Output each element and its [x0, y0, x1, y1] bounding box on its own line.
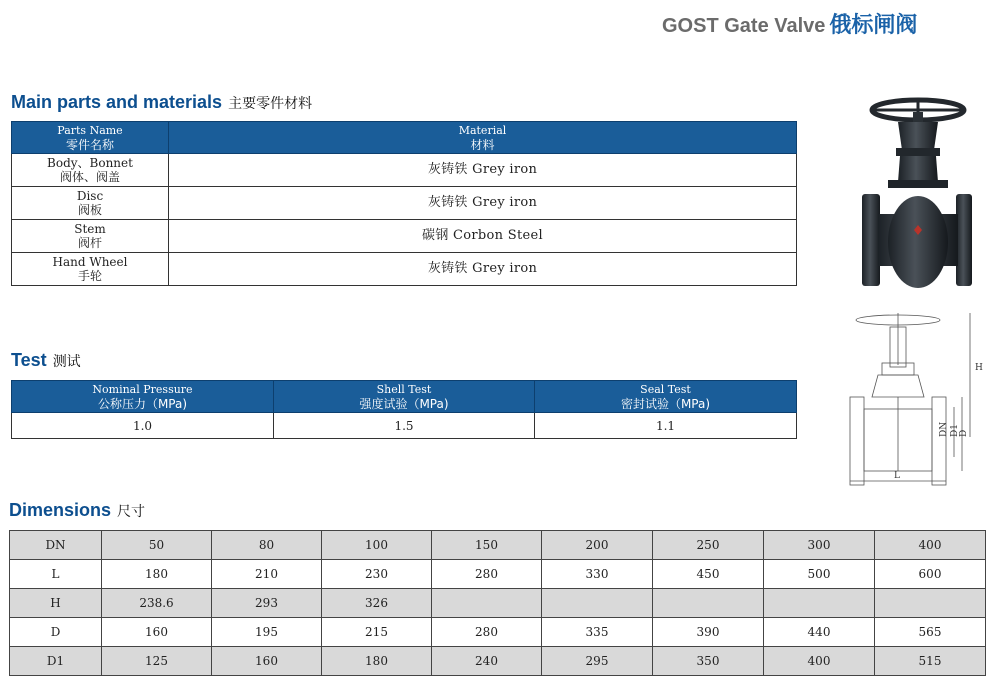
dim-value-cell: 150: [432, 531, 542, 560]
dim-value-cell: 295: [542, 647, 653, 676]
part-material-cell: 碳钢 Corbon Steel: [169, 220, 797, 253]
parts-col1-cn: 零件名称: [65, 137, 114, 152]
part-name-cn: 阀体、阀盖: [59, 170, 120, 184]
dim-value-cell: 250: [653, 531, 764, 560]
test-col-cn: 强度试验（MPa): [359, 396, 449, 411]
dim-value-cell: 200: [542, 531, 653, 560]
dim-label-cell: L: [10, 560, 102, 589]
test-value-cell: 1.0: [12, 413, 274, 439]
dims-heading-en: Dimensions: [9, 500, 112, 520]
test-heading-cn: 测试: [52, 354, 81, 370]
test-col-en: Nominal Pressure: [92, 382, 193, 396]
dim-value-cell: 390: [653, 618, 764, 647]
dim-value-cell: [764, 589, 875, 618]
table-row: [10, 589, 986, 618]
part-material-cell: 灰铸铁 Grey iron: [169, 253, 797, 286]
dim-value-cell: 50: [102, 531, 212, 560]
test-col-shell-header: [274, 381, 535, 413]
dim-label-cell: D1: [10, 647, 102, 676]
part-name-cn: 阀杆: [77, 236, 102, 250]
drawing-label-dn: DN: [939, 421, 949, 437]
drawing-label-h: H: [975, 363, 983, 373]
test-table: [11, 380, 797, 439]
parts-col1-en: Parts Name: [57, 123, 123, 137]
title-en: GOST Gate Valve: [662, 15, 826, 37]
page-title: [662, 8, 917, 39]
test-heading-en: Test: [11, 350, 47, 370]
dim-value-cell: 335: [542, 618, 653, 647]
dim-value-cell: 80: [212, 531, 322, 560]
dim-value-cell: 230: [322, 560, 432, 589]
dim-label-cell: H: [10, 589, 102, 618]
dim-value-cell: 240: [432, 647, 542, 676]
gate-valve-photo: [858, 92, 973, 292]
parts-col2-en: Material: [458, 123, 507, 137]
part-name-cell: [12, 187, 169, 220]
dimensions-table: [9, 530, 986, 676]
table-row: [12, 220, 797, 253]
part-name-en: Body、Bonnet: [47, 156, 133, 170]
dim-value-cell: 400: [764, 647, 875, 676]
test-col-cn: 密封试验（MPa): [620, 396, 711, 411]
dim-value-cell: 400: [875, 531, 986, 560]
dim-value-cell: 180: [102, 560, 212, 589]
part-material-cell: 灰铸铁 Grey iron: [169, 187, 797, 220]
test-heading: [11, 350, 81, 371]
parts-col-material-header: [169, 122, 797, 154]
part-name-en: Stem: [74, 222, 106, 236]
dims-heading-cn: 尺寸: [117, 504, 146, 520]
parts-header-row: [12, 122, 797, 154]
test-col-en: Shell Test: [376, 382, 432, 396]
table-row: [10, 647, 986, 676]
parts-table: [11, 121, 797, 286]
table-row: [12, 413, 797, 439]
dim-value-cell: 515: [875, 647, 986, 676]
test-value-cell: 1.1: [535, 413, 797, 439]
dim-label-cell: DN: [10, 531, 102, 560]
dim-value-cell: 330: [542, 560, 653, 589]
part-name-cell: [12, 253, 169, 286]
test-col-nominal-header: [12, 381, 274, 413]
dim-value-cell: 125: [102, 647, 212, 676]
dim-value-cell: 160: [212, 647, 322, 676]
dim-value-cell: 600: [875, 560, 986, 589]
dim-value-cell: 215: [322, 618, 432, 647]
part-name-cell: [12, 220, 169, 253]
valve-dimension-drawing: [842, 305, 992, 495]
dim-value-cell: 293: [212, 589, 322, 618]
dim-value-cell: 180: [322, 647, 432, 676]
dim-value-cell: 565: [875, 618, 986, 647]
table-row: [10, 560, 986, 589]
part-name-en: Hand Wheel: [52, 255, 128, 269]
part-name-cn: 手轮: [77, 269, 102, 283]
parts-col-name-header: [12, 122, 169, 154]
drawing-label-d1: D1: [950, 424, 960, 437]
part-name-en: Disc: [76, 189, 104, 203]
dim-label-cell: D: [10, 618, 102, 647]
parts-heading-cn: 主要零件材料: [228, 96, 313, 112]
dim-value-cell: [432, 589, 542, 618]
dim-value-cell: 280: [432, 618, 542, 647]
table-row: [10, 531, 986, 560]
title-cn: 俄标闸阀: [829, 13, 918, 38]
test-col-cn: 公称压力（MPa): [97, 396, 188, 411]
table-row: [12, 187, 797, 220]
part-material-cell: 灰铸铁 Grey iron: [169, 154, 797, 187]
parts-heading-en: Main parts and materials: [11, 92, 223, 112]
dim-value-cell: 160: [102, 618, 212, 647]
part-name-cell: [12, 154, 169, 187]
dim-value-cell: 210: [212, 560, 322, 589]
parts-heading: [11, 92, 312, 113]
parts-col2-cn: 材料: [470, 137, 495, 152]
dim-value-cell: [542, 589, 653, 618]
dim-value-cell: 100: [322, 531, 432, 560]
test-header-row: [12, 381, 797, 413]
dim-value-cell: [875, 589, 986, 618]
drawing-label-l: L: [894, 471, 900, 481]
part-name-cn: 阀板: [77, 203, 102, 217]
test-col-seal-header: [535, 381, 797, 413]
dim-value-cell: [653, 589, 764, 618]
dim-value-cell: 326: [322, 589, 432, 618]
drawing-label-d: D: [959, 429, 969, 437]
table-row: [12, 154, 797, 187]
dim-value-cell: 195: [212, 618, 322, 647]
dim-value-cell: 300: [764, 531, 875, 560]
dim-value-cell: 450: [653, 560, 764, 589]
table-row: [10, 618, 986, 647]
dim-value-cell: 280: [432, 560, 542, 589]
dim-value-cell: 238.6: [102, 589, 212, 618]
test-col-en: Seal Test: [640, 382, 691, 396]
dim-value-cell: 500: [764, 560, 875, 589]
test-value-cell: 1.5: [274, 413, 535, 439]
dim-value-cell: 440: [764, 618, 875, 647]
dim-value-cell: 350: [653, 647, 764, 676]
table-row: [12, 253, 797, 286]
dims-heading: [9, 500, 145, 521]
